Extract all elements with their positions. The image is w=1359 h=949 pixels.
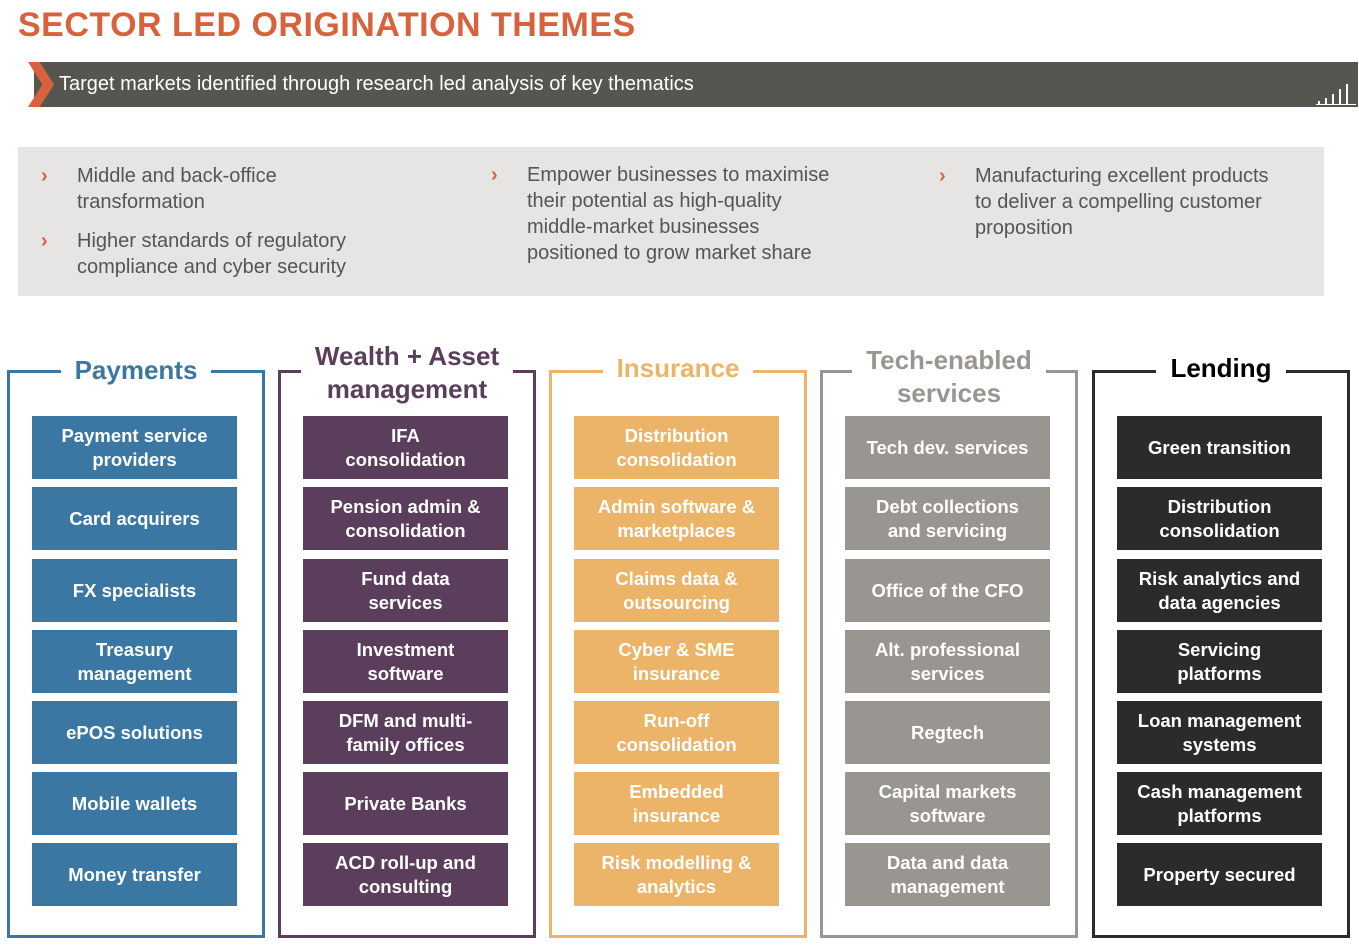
sector-cell: Pension admin & consolidation xyxy=(303,487,508,550)
sector-cell: Servicing platforms xyxy=(1117,630,1322,693)
theme-item xyxy=(41,163,346,215)
theme-item xyxy=(41,228,346,280)
theme-text: Empower businesses to maximise their potential as high-quality middle-market businesses positioned to grow market share xyxy=(527,164,830,264)
chevron-icon: › xyxy=(491,164,498,186)
sector-cell: FX specialists xyxy=(32,559,237,622)
sector-cell: ePOS solutions xyxy=(32,701,237,764)
sector-heading xyxy=(823,344,1075,410)
sector-cell: Green transition xyxy=(1117,416,1322,479)
sector-heading xyxy=(281,340,533,406)
sector-cell: Data and data management xyxy=(845,843,1050,906)
subtitle-banner xyxy=(20,62,1358,107)
sector-cell: Payment service providers xyxy=(32,416,237,479)
themes-panel xyxy=(18,147,1324,296)
sector-cell: Admin software & marketplaces xyxy=(574,487,779,550)
sector-cell: Distribution consolidation xyxy=(574,416,779,479)
sector-cell: Cyber & SME insurance xyxy=(574,630,779,693)
theme-item xyxy=(491,162,829,266)
sector-cell: Embedded insurance xyxy=(574,772,779,835)
sector-cell: IFA consolidation xyxy=(303,416,508,479)
sector-heading-text: Lending xyxy=(1156,352,1285,385)
sector-cell: Mobile wallets xyxy=(32,772,237,835)
sector-cell: Cash management platforms xyxy=(1117,772,1322,835)
sector-cell: Debt collections and servicing xyxy=(845,487,1050,550)
sector-cell: Run-off consolidation xyxy=(574,701,779,764)
sector-cell: Regtech xyxy=(845,701,1050,764)
sector-heading xyxy=(552,352,804,385)
sector-cell: Capital markets software xyxy=(845,772,1050,835)
sector-cell: Property secured xyxy=(1117,843,1322,906)
sector-cell: Office of the CFO xyxy=(845,559,1050,622)
sector-column-wealth xyxy=(278,341,536,938)
chevron-icon: › xyxy=(939,165,946,187)
sector-cell: Fund data services xyxy=(303,559,508,622)
page-title: SECTOR LED ORIGINATION THEMES xyxy=(18,6,636,44)
sector-cell: Alt. professional services xyxy=(845,630,1050,693)
sector-heading xyxy=(10,354,262,387)
sector-cell: DFM and multi- family offices xyxy=(303,701,508,764)
sector-heading-text: Insurance xyxy=(603,352,754,385)
sector-column-payments xyxy=(7,355,265,938)
sector-column-insurance xyxy=(549,353,807,938)
themes-column-1 xyxy=(41,163,346,293)
chevron-icon: › xyxy=(41,165,48,187)
sector-cell: Investment software xyxy=(303,630,508,693)
sector-cell: Money transfer xyxy=(32,843,237,906)
sector-heading-text: Tech-enabled services xyxy=(852,344,1046,410)
theme-text: Manufacturing excellent products to deliver a compelling customer proposition xyxy=(975,165,1269,239)
sector-cell: Private Banks xyxy=(303,772,508,835)
sector-cell: ACD roll-up and consulting xyxy=(303,843,508,906)
themes-column-2 xyxy=(491,162,829,279)
bar-chart-icon xyxy=(1316,83,1356,105)
sector-column-lending xyxy=(1092,353,1350,938)
sector-cell: Risk analytics and data agencies xyxy=(1117,559,1322,622)
themes-column-3 xyxy=(939,163,1269,254)
sector-cell: Risk modelling & analytics xyxy=(574,843,779,906)
sector-cell: Treasury management xyxy=(32,630,237,693)
chevron-icon: › xyxy=(41,230,48,252)
sector-cell: Loan management systems xyxy=(1117,701,1322,764)
sector-heading-text: Wealth + Asset management xyxy=(301,340,513,406)
sector-cell: Distribution consolidation xyxy=(1117,487,1322,550)
banner-text: Target markets identified through research led analysis of key thematics xyxy=(59,73,694,95)
sector-heading-text: Payments xyxy=(61,354,212,387)
sector-cell: Card acquirers xyxy=(32,487,237,550)
theme-text: Higher standards of regulatory compliance and cyber security xyxy=(77,230,347,278)
sector-cell: Tech dev. services xyxy=(845,416,1050,479)
theme-item xyxy=(939,163,1269,241)
sector-heading xyxy=(1095,352,1347,385)
theme-text: Middle and back-office transformation xyxy=(77,165,277,213)
sector-cell: Claims data & outsourcing xyxy=(574,559,779,622)
sector-column-tech-enabled xyxy=(820,345,1078,938)
